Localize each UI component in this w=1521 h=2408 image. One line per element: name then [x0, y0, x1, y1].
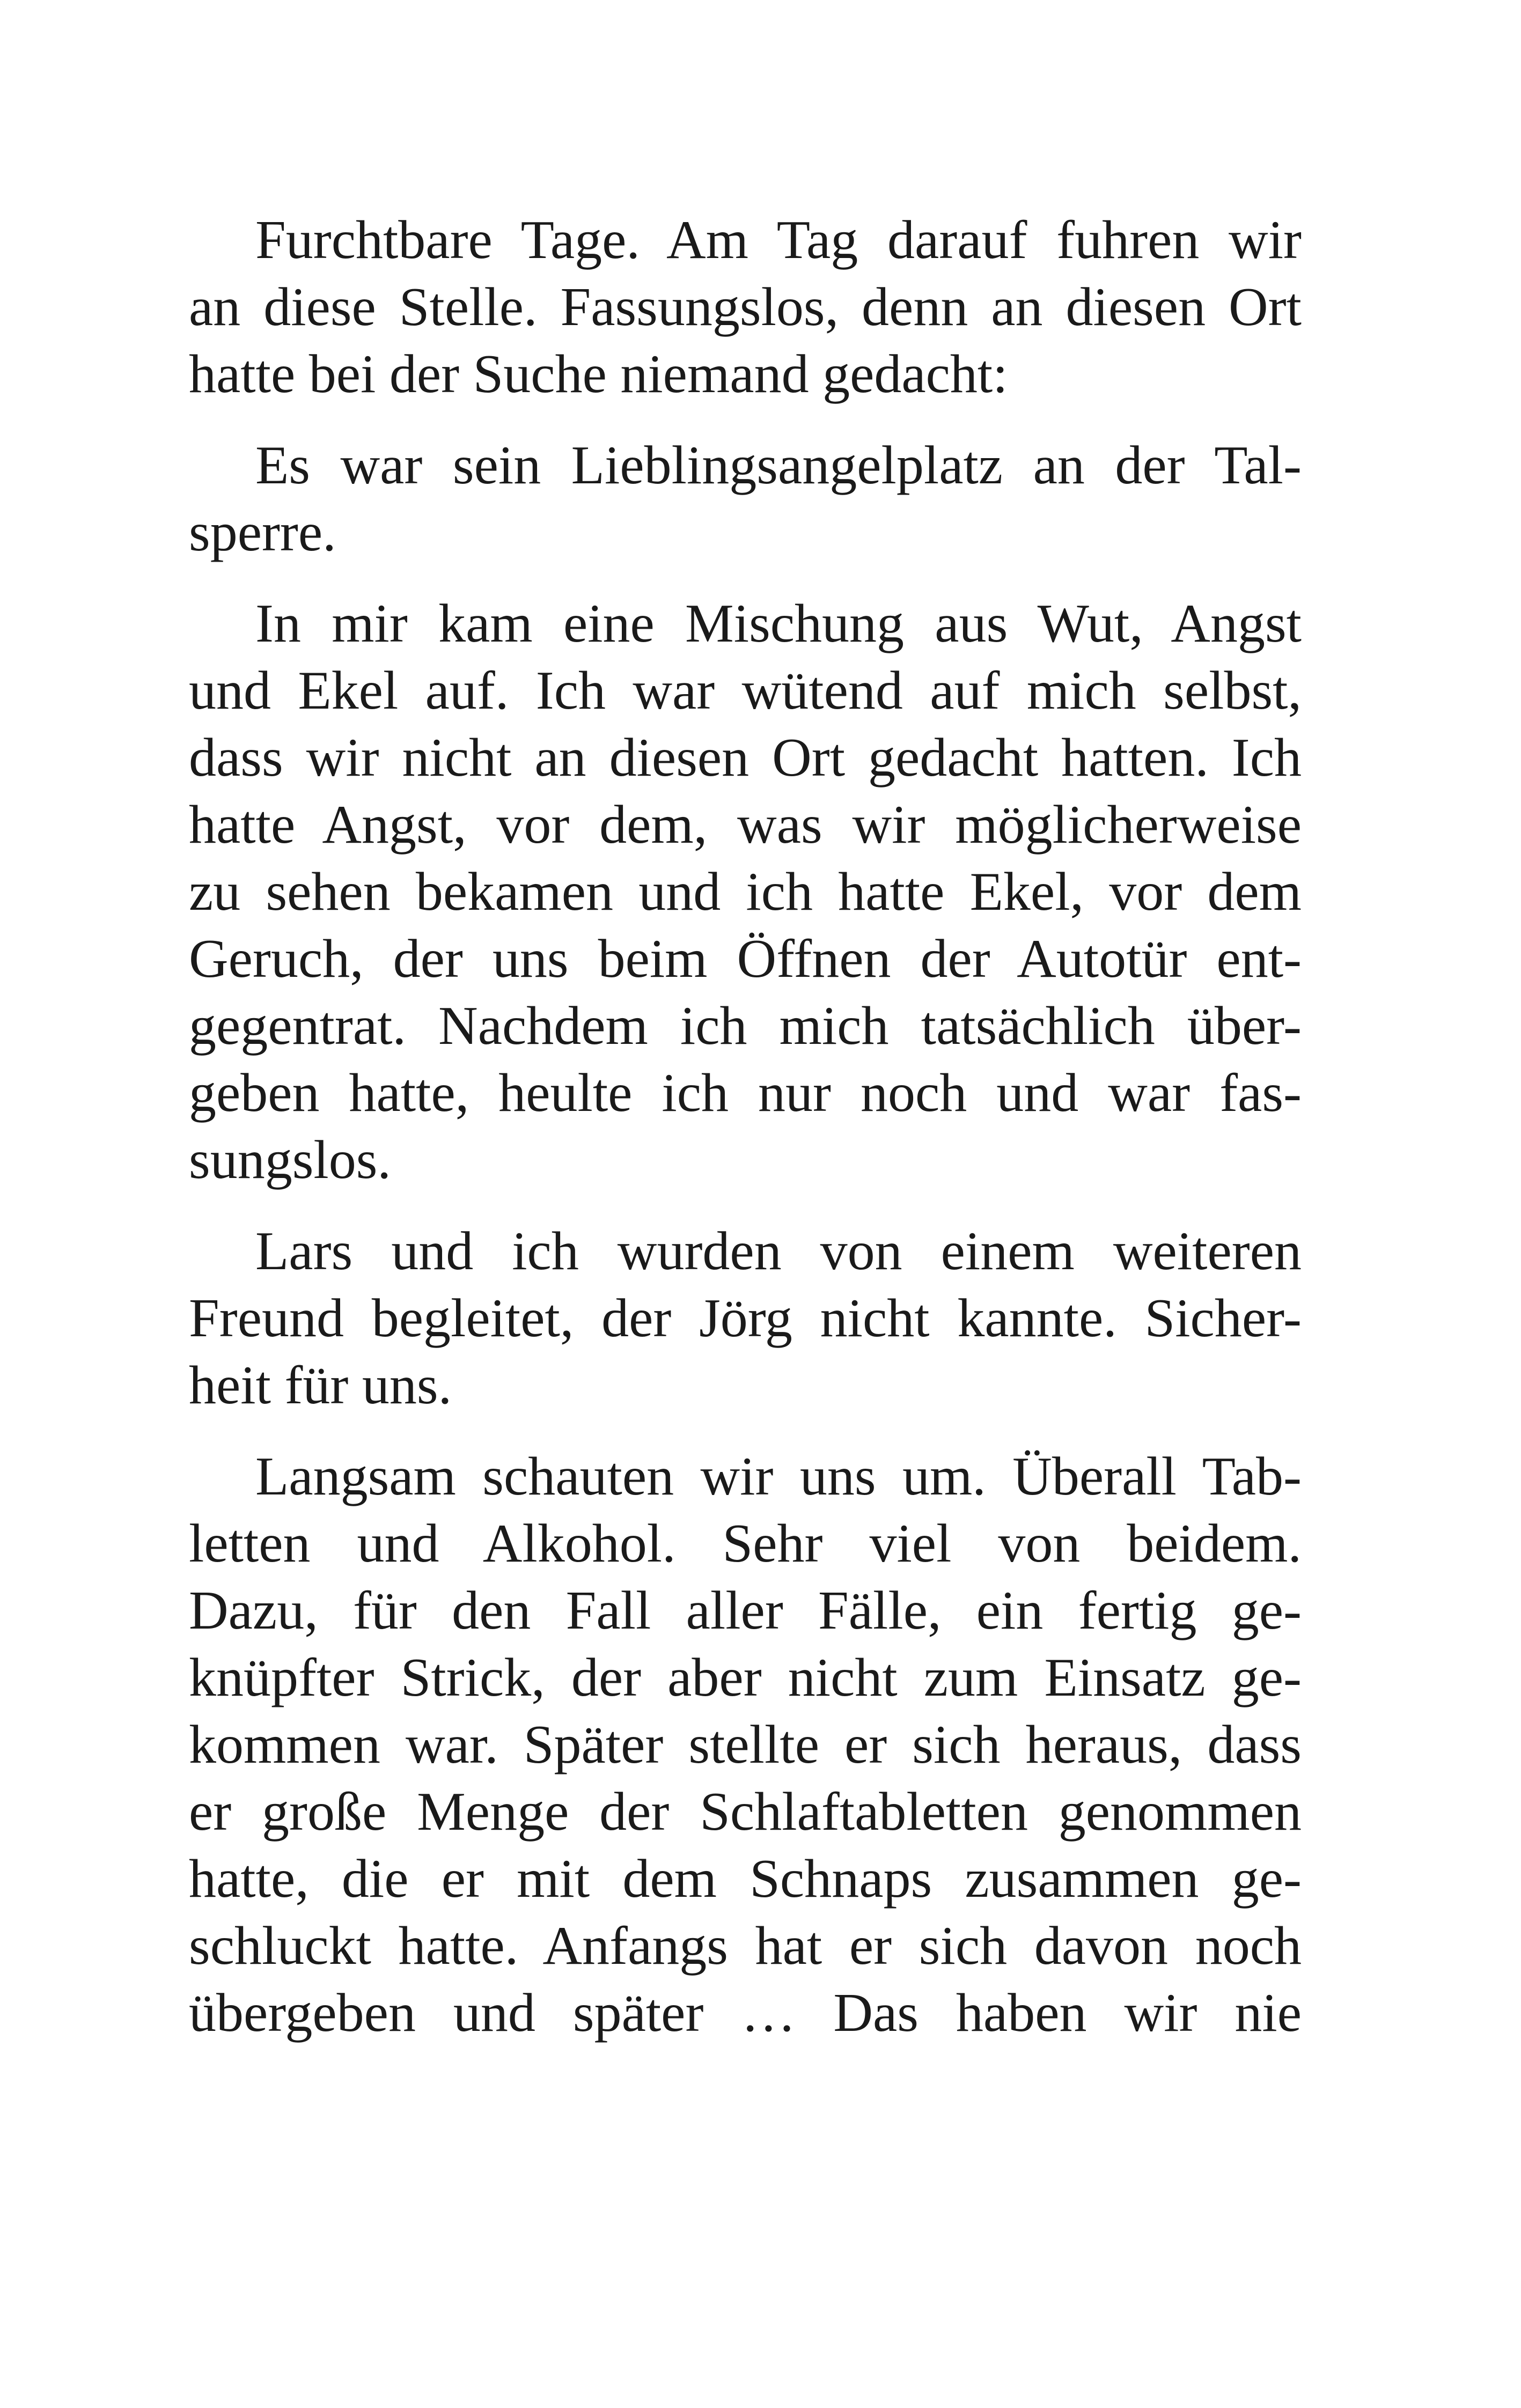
text-line: und Ekel auf. Ich war wütend auf mich selbst, — [189, 660, 1302, 721]
text-line: Freund begleitet, der Jörg nicht kannte. Sicher- — [189, 1288, 1302, 1349]
body-text — [189, 207, 1302, 2046]
text-line: dass wir nicht an diesen Ort gedacht hatten. Ich — [189, 727, 1302, 788]
text-line: In mir kam eine Mischung aus Wut, Angst — [255, 593, 1302, 654]
text-line: knüpfter Strick, der aber nicht zum Einsatz ge- — [189, 1647, 1302, 1708]
text-line: sperre. — [189, 502, 336, 563]
text-line: hatte, die er mit dem Schnaps zusammen ge- — [189, 1849, 1302, 1909]
paragraph-5 — [189, 1443, 1302, 2046]
text-line: hatte bei der Suche niemand gedacht: — [189, 344, 1008, 404]
text-line: Geruch, der uns beim Öffnen der Autotür ent- — [189, 929, 1302, 989]
text-line: schluckt hatte. Anfangs hat er sich davon noch — [189, 1916, 1302, 1976]
text-line: gegentrat. Nachdem ich mich tatsächlich über- — [189, 996, 1302, 1056]
text-line: Dazu, für den Fall aller Fälle, ein fertig ge- — [189, 1580, 1302, 1641]
text-line: Furchtbare Tage. Am Tag darauf fuhren wir — [255, 210, 1302, 270]
text-line: Lars und ich wurden von einem weiteren — [255, 1221, 1302, 1282]
paragraph-4 — [189, 1218, 1302, 1419]
text-line: geben hatte, heulte ich nur noch und war fas- — [189, 1063, 1302, 1123]
text-line: hatte Angst, vor dem, was wir möglicherweise — [189, 794, 1302, 855]
text-line: er große Menge der Schlaftabletten genommen — [189, 1781, 1302, 1842]
text-line: sungslos. — [189, 1130, 391, 1190]
text-line: Langsam schauten wir uns um. Überall Tab- — [255, 1446, 1302, 1507]
text-line: Es war sein Lieblingsangelplatz an der Tal- — [255, 435, 1302, 496]
text-line: letten und Alkohol. Sehr viel von beidem. — [189, 1513, 1302, 1574]
paragraph-3 — [189, 590, 1302, 1194]
text-line: heit für uns. — [189, 1355, 452, 1416]
text-line: zu sehen bekamen und ich hatte Ekel, vor dem — [189, 861, 1302, 922]
paragraph-1 — [189, 207, 1302, 408]
text-line: an diese Stelle. Fassungslos, denn an diesen Ort — [189, 277, 1302, 337]
text-line: übergeben und später … Das haben wir nie — [189, 1983, 1302, 2043]
text-line: kommen war. Später stellte er sich heraus, dass — [189, 1714, 1302, 1775]
paragraph-2 — [189, 432, 1302, 566]
